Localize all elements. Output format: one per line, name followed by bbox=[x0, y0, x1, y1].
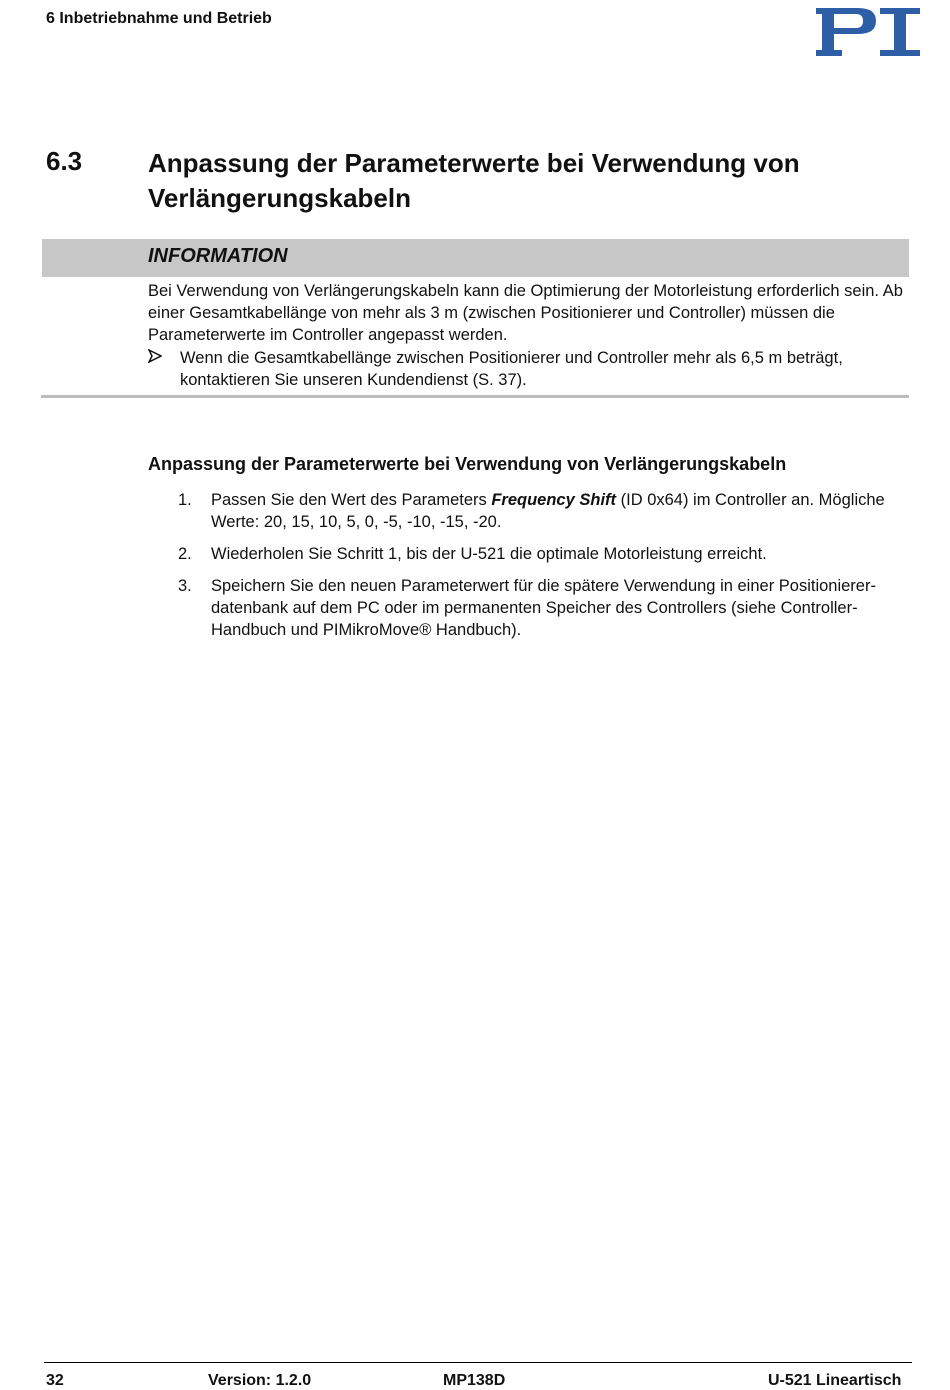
step-text: Speichern Sie den neuen Parameterwert für die spätere Verwendung in einer Positioniererdatenbank auf dem PC oder im permanenten Speicher des Controllers (siehe Controller-Handbuch und PIMikroMove® Handbuch). bbox=[211, 577, 876, 639]
footer-doc-id: MP138D bbox=[443, 1372, 506, 1389]
footer-page-number: 32 bbox=[46, 1372, 64, 1389]
information-rule bbox=[41, 395, 909, 398]
step-number: 1. bbox=[178, 491, 192, 509]
step-text: Wiederholen Sie Schritt 1, bis der U-521 die optimale Motorleistung erreicht. bbox=[211, 545, 767, 563]
parameter-name: Frequency Shift bbox=[491, 491, 617, 509]
pi-logo bbox=[814, 6, 924, 60]
step-text: Passen Sie den Wert des Parameters Frequency Shift (ID 0x64) im Controller an. Mögliche Werte: 20, 15, 10, 5, 0, -5, -10, -15, -20. bbox=[211, 491, 885, 531]
footer-version: Version: 1.2.0 bbox=[208, 1372, 312, 1389]
information-text: Bei Verwendung von Verlängerungskabeln kann die Optimierung der Motorleistung erforderlich sein. Ab einer Gesamtkabellänge von mehr als 3 m (zwischen Positionierer und Controller) müssen die Parameterwerte im Controller angepasst werden. bbox=[148, 282, 903, 344]
section-title: Anpassung der Parameterwerte bei Verwendung von Verlängerungskabeln bbox=[148, 148, 800, 213]
footer-rule bbox=[44, 1362, 912, 1363]
information-bullet bbox=[148, 347, 908, 391]
pi-logo-graphic bbox=[814, 6, 924, 60]
step-number: 2. bbox=[178, 545, 192, 563]
header-chapter: 6 Inbetriebnahme und Betrieb bbox=[46, 10, 272, 27]
procedure-heading: Anpassung der Parameterwerte bei Verwendung von Verlängerungskabeln bbox=[148, 454, 787, 474]
step-3 bbox=[178, 575, 898, 641]
arrowhead-bullet-icon bbox=[148, 347, 180, 391]
step-1 bbox=[178, 489, 898, 533]
step-2 bbox=[178, 543, 898, 565]
step-number: 3. bbox=[178, 577, 192, 595]
bullet-text: Wenn die Gesamtkabellänge zwischen Positionierer und Controller mehr als 6,5 m beträgt, kontaktieren Sie unseren Kundendienst (S. 37). bbox=[180, 349, 843, 389]
footer-product: U-521 Lineartisch bbox=[768, 1372, 902, 1389]
procedure-steps bbox=[178, 489, 898, 651]
section-number: 6.3 bbox=[46, 146, 83, 176]
information-label: INFORMATION bbox=[148, 245, 288, 267]
